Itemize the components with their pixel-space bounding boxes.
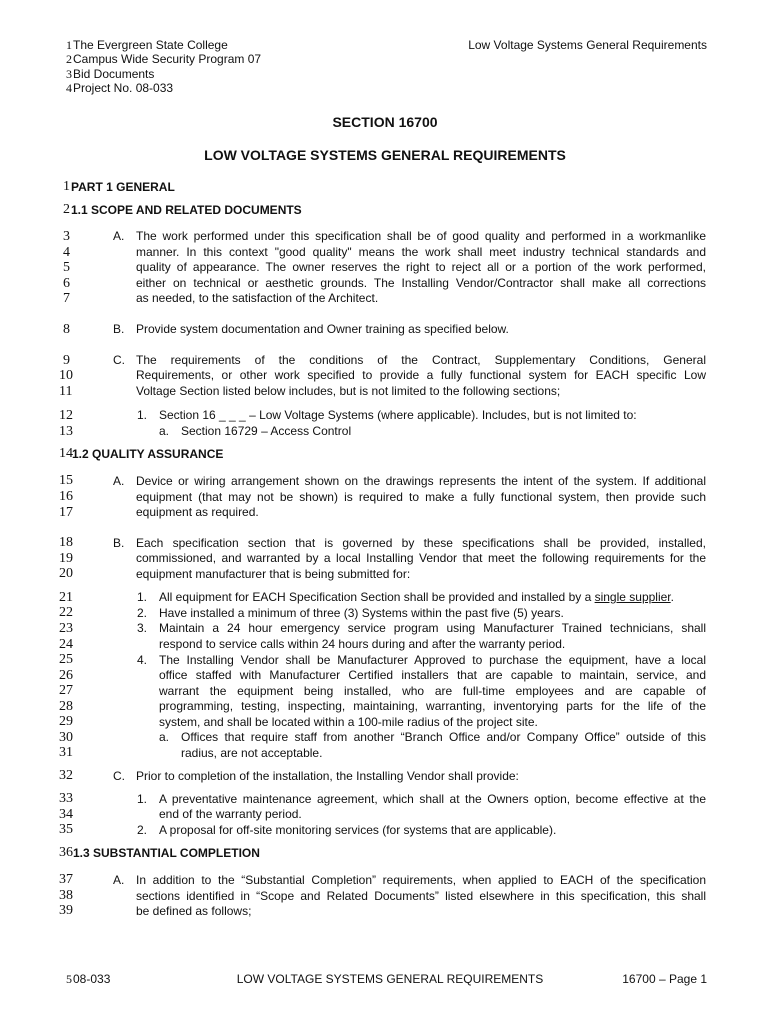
- paragraph-line: Provide system documentation and Owner training as specified below.: [136, 322, 509, 336]
- line-number: 36: [59, 845, 73, 860]
- line-number: 26: [59, 668, 73, 683]
- header-line: Campus Wide Security Program 07: [73, 52, 262, 66]
- line-number: 39: [59, 903, 73, 918]
- line-number: 5: [63, 260, 70, 275]
- footer-center: LOW VOLTAGE SYSTEMS GENERAL REQUIREMENTS: [236, 972, 544, 986]
- line-number: 21: [59, 590, 73, 605]
- paragraph-line: The work performed under this specification shall be of good quality and performed in a workmanlike: [136, 229, 706, 243]
- line-number: 22: [59, 605, 73, 620]
- paragraph-line: sections identified in “Scope and Related Documents” listed elsewhere in this specification, this shall: [136, 889, 706, 903]
- list-line: office staffed with Manufacturer Certified installers that are capable to maintain, service, and: [159, 668, 706, 682]
- footer-left: 08-033: [73, 972, 111, 986]
- list-line: A proposal for off-site monitoring services (for systems that are applicable).: [159, 823, 557, 837]
- paragraph-line: equipment (that may not be shown) is required to make a fully functional system, then provide such: [136, 490, 706, 504]
- list-line: system, and shall be located within a 100-mile radius of the project site.: [159, 715, 538, 729]
- line-number: 1: [66, 38, 72, 52]
- article-heading: 1.1 SCOPE AND RELATED DOCUMENTS: [71, 203, 302, 217]
- list-line: A preventative maintenance agreement, which shall at the Owners option, become effective at the: [159, 792, 706, 806]
- list-line: programming, testing, inspecting, maintaining, warranting, inventorying parts for the life of the: [159, 699, 706, 713]
- line-number: 1: [63, 179, 70, 194]
- list-label: 2.: [137, 823, 148, 837]
- list-line: warrant the equipment being installed, who are full-time employees and are capable of: [159, 684, 706, 698]
- list-text: All equipment for EACH Specification Section shall be provided and installed by a: [159, 590, 595, 604]
- list-label: 4.: [137, 653, 148, 667]
- paragraph-label: B.: [113, 322, 125, 336]
- line-number: 5: [66, 972, 72, 986]
- line-number: 12: [59, 408, 73, 423]
- line-number: 34: [59, 807, 73, 822]
- paragraph-line: Voltage Section listed below includes, but is not limited to the following sections;: [136, 384, 561, 398]
- paragraph-line: Prior to completion of the installation, the Installing Vendor shall provide:: [136, 769, 519, 783]
- line-number: 30: [59, 730, 73, 745]
- paragraph-label: A.: [113, 873, 125, 887]
- list-line: Offices that require staff from another “Branch Office and/or Company Office” outside of this: [181, 730, 706, 744]
- list-line: The Installing Vendor shall be Manufacturer Approved to purchase the equipment, have a local: [159, 653, 706, 667]
- paragraph-line: equipment as required.: [136, 505, 259, 519]
- list-line: end of the warranty period.: [159, 807, 302, 821]
- document-title: LOW VOLTAGE SYSTEMS GENERAL REQUIREMENTS: [204, 147, 566, 163]
- header-line: Bid Documents: [73, 67, 155, 81]
- paragraph-line: The requirements of the conditions of the Contract, Supplementary Conditions, General: [136, 353, 706, 367]
- line-number: 13: [59, 424, 73, 439]
- line-number: 35: [59, 822, 73, 837]
- line-number: 8: [63, 322, 70, 337]
- list-label: 1.: [137, 792, 148, 806]
- part-heading: PART 1 GENERAL: [71, 180, 175, 194]
- line-number: 10: [59, 368, 73, 383]
- line-number: 25: [59, 652, 73, 667]
- line-number: 2: [66, 52, 72, 66]
- paragraph-line: be defined as follows;: [136, 904, 252, 918]
- list-line: respond to service calls within 24 hours during and after the warranty period.: [159, 637, 566, 651]
- paragraph-line: Requirements, or other work specified to provide a fully functional system for EACH specific Low: [136, 368, 706, 382]
- list-label: 1.: [137, 590, 148, 604]
- paragraph-line: commissioned, and warranted by a local Installing Vendor that meet the following requirements for the: [136, 551, 706, 565]
- list-line: Have installed a minimum of three (3) Systems within the past five (5) years.: [159, 606, 564, 620]
- list-line: radius, are not acceptable.: [181, 746, 323, 760]
- line-number: 2: [63, 202, 70, 217]
- list-line: Maintain a 24 hour emergency service program using Manufacturer Trained technicians, shall: [159, 621, 706, 635]
- paragraph-label: A.: [113, 474, 125, 488]
- footer-page-number: 16700 – Page 1: [622, 972, 707, 986]
- paragraph-label: A.: [113, 229, 125, 243]
- line-number: 27: [59, 683, 73, 698]
- paragraph-line: Each specification section that is governed by these specifications shall be provided, installed,: [136, 536, 706, 550]
- list-label: 3.: [137, 621, 148, 635]
- line-number: 3: [66, 67, 72, 81]
- line-number: 29: [59, 714, 73, 729]
- paragraph-label: C.: [113, 353, 125, 367]
- article-heading: 1.3 SUBSTANTIAL COMPLETION: [73, 846, 260, 860]
- paragraph-line: equipment manufacturer that is being submitted for:: [136, 567, 411, 581]
- line-number: 7: [63, 291, 70, 306]
- line-number: 33: [59, 791, 73, 806]
- line-number: 23: [59, 621, 73, 636]
- line-number: 15: [59, 473, 73, 488]
- line-number: 24: [59, 637, 73, 652]
- list-line: Section 16729 – Access Control: [181, 424, 352, 438]
- line-number: 38: [59, 888, 73, 903]
- list-label: 1.: [137, 408, 148, 422]
- list-text: .: [670, 590, 674, 604]
- line-number: 28: [59, 699, 73, 714]
- paragraph-line: manner. In this context "good quality" means the work shall meet industry technical standards and: [136, 245, 706, 259]
- line-number: 37: [59, 872, 73, 887]
- paragraph-label: C.: [113, 769, 125, 783]
- line-number: 11: [59, 384, 73, 399]
- paragraph-line: Device or wiring arrangement shown on the drawings represents the intent of the system. If additional: [136, 474, 706, 488]
- header-right: Low Voltage Systems General Requirements: [468, 38, 707, 52]
- line-number: 17: [59, 505, 73, 520]
- line-number: 19: [59, 551, 73, 566]
- paragraph-label: B.: [113, 536, 125, 550]
- line-number: 9: [63, 353, 70, 368]
- line-number: 18: [59, 535, 73, 550]
- line-number: 31: [59, 745, 73, 760]
- line-number: 32: [59, 768, 73, 783]
- line-number: 14: [59, 446, 73, 461]
- line-number: 16: [59, 489, 73, 504]
- paragraph-line: as needed, to the satisfaction of the Architect.: [136, 291, 379, 305]
- list-label: a.: [159, 730, 170, 744]
- line-number: 4: [63, 245, 70, 260]
- line-number: 3: [63, 229, 70, 244]
- paragraph-line: quality of appearance. The owner reserves the right to reject all or a portion of the work performed,: [136, 260, 706, 274]
- list-line: Section 16 _ _ _ – Low Voltage Systems (where applicable). Includes, but is not limited to:: [159, 408, 637, 422]
- list-line: [159, 590, 674, 606]
- paragraph-line: In addition to the “Substantial Completion” requirements, when applied to EACH of the specification: [136, 873, 706, 887]
- list-label: a.: [159, 424, 170, 438]
- line-number: 4: [66, 81, 72, 95]
- header-line: Project No. 08-033: [73, 81, 174, 95]
- article-heading: 1.2 QUALITY ASSURANCE: [72, 447, 224, 461]
- line-number: 20: [59, 566, 73, 581]
- section-title: SECTION 16700: [332, 114, 438, 130]
- list-label: 2.: [137, 606, 148, 620]
- line-number: 6: [63, 276, 70, 291]
- paragraph-line: either on technical or aesthetic grounds. The Installing Vendor/Contractor shall make all corrections: [136, 276, 706, 290]
- header-line: The Evergreen State College: [73, 38, 228, 52]
- underlined-text: single supplier: [594, 590, 671, 604]
